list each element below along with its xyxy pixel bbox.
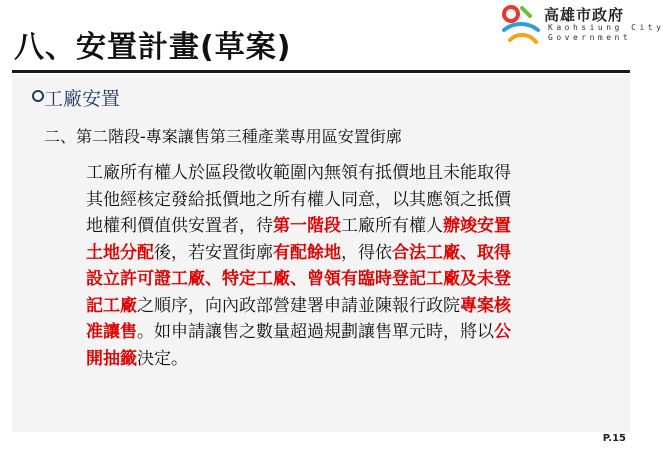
city-emblem-icon: [500, 2, 544, 46]
paragraph-line: [86, 266, 606, 293]
body-paragraph: [86, 160, 606, 372]
paragraph-line: [86, 213, 606, 240]
subsection-heading: 二、第二階段-專案讓售第三種產業專用區安置街廓: [44, 127, 402, 146]
paragraph-line: [86, 160, 606, 187]
logo-english-line1: Kaohsiung City: [548, 23, 664, 32]
highlighted-text: 記工廠: [86, 295, 137, 316]
logo-name: 高雄市政府: [544, 6, 625, 24]
highlighted-text: 有配餘地: [273, 242, 341, 263]
paragraph-line: [86, 187, 606, 214]
text-run: 決定。: [137, 348, 188, 369]
text-run: 後，若安置街廓: [154, 242, 273, 263]
highlighted-text: 辦竣安置: [443, 216, 511, 236]
text-run: 。如申請讓售之數量超過規劃讓售單元時，將以: [137, 322, 494, 342]
circle-bullet-icon: [32, 90, 44, 102]
text-run: ，得依: [341, 242, 392, 263]
slide-header: [0, 0, 664, 74]
page-number: P.15: [602, 433, 626, 444]
highlighted-text: 設立許可證工廠、特定工廠、曾領有臨時登記工廠及未登: [86, 269, 511, 289]
text-run: 之順序，向內政部營建署申請並陳報行政院: [137, 295, 460, 316]
highlighted-text: 准讓售: [86, 322, 137, 342]
paragraph-line: [86, 346, 606, 373]
highlighted-text: 合法工廠、取得: [392, 242, 511, 263]
header-divider: [12, 70, 630, 73]
text-run: 工廠所有權人: [341, 216, 443, 236]
paragraph-line: [86, 293, 606, 320]
highlighted-text: 專案核: [460, 295, 511, 316]
text-run: 地權利價值供安置者，待: [86, 216, 273, 236]
highlighted-text: 第一階段: [273, 216, 341, 236]
highlighted-text: 土地分配: [86, 242, 154, 263]
kaohsiung-government-logo: [500, 2, 664, 46]
text-run: 其他經核定發給抵價地之所有權人同意，以其應領之抵價: [86, 189, 511, 210]
paragraph-line: [86, 319, 606, 346]
text-run: 工廠所有權人於區段徵收範圍內無領有抵價地且未能取得: [86, 163, 511, 183]
highlighted-text: 公: [494, 322, 511, 342]
highlighted-text: 開抽籤: [86, 348, 137, 369]
slide-title: 八、安置計畫(草案): [14, 30, 292, 65]
section-heading: 工廠安置: [44, 88, 121, 110]
paragraph-line: [86, 240, 606, 267]
logo-english-line2: Government: [548, 33, 632, 42]
